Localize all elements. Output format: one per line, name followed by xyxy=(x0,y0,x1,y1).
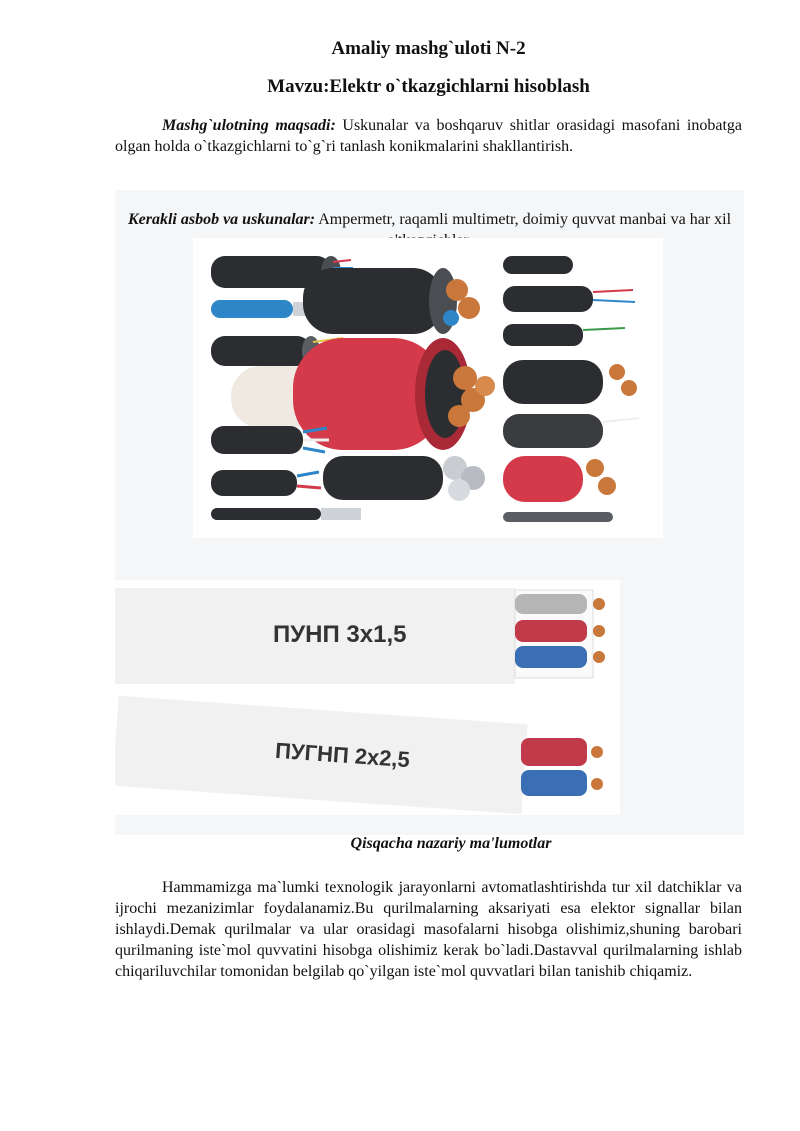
right-flat-cable xyxy=(503,512,613,522)
flat-cables-image xyxy=(115,580,620,815)
topic-title: Mavzu:Elektr o`tkazgichlarni hisoblash xyxy=(267,76,590,97)
thin-black-cable xyxy=(211,508,361,520)
cables-assortment-image xyxy=(193,238,663,538)
cable-label-2x2-5: ПУГНП 2х2,5 xyxy=(274,737,411,773)
goal-label: Mashg`ulotning maqsadi: xyxy=(162,117,336,134)
black-cable-with-cores xyxy=(211,426,329,454)
aluminium-core-cable xyxy=(323,456,485,501)
goal-paragraph xyxy=(115,115,742,157)
goal-text: Uskunalar va boshqaruv shitlar orasidagi masofani inobatga olgan holda o`tkazgichlarni to`g`ri tanlash konikmalarini shakllantirish. xyxy=(115,117,742,155)
tools-label: Kerakli asbob va uskunalar: xyxy=(127,211,316,228)
tools-text: Ampermetr, raqamli multimetr, doimiy quvvat manbai va har xil xyxy=(318,211,732,228)
flat-cable-3-core xyxy=(115,588,605,684)
cable-label-3x1-5: ПУНП 3х1,5 xyxy=(273,621,407,648)
document-title: Amaliy mashg`uloti N-2 xyxy=(331,38,526,59)
theory-paragraph: Hammamizga ma`lumki texnologik jarayonlarni avtomatlashtirishda tur xil datchiklar va ijrochi mezanizimlar foydalanamiz.Bu qurilmalarning aksariyati esa elektor signallar bilan ishlaydi.Demak qurilmalar va ular orasidagi masofalarni hisobga olishimiz,shuning barobari qurilmaning iste`mol quvvatini hisobga olishimiz kerak bo`ladi.Dastavval qurilmalarning ishlab chiqariluvchilar tomonidan belgilab qo`yilgan iste`mol quvvatlari bilan tanishib chiqamiz. xyxy=(115,879,742,980)
right-cable-1 xyxy=(503,256,573,274)
theory-heading: Qisqacha nazariy ma'lumotlar xyxy=(350,835,552,852)
